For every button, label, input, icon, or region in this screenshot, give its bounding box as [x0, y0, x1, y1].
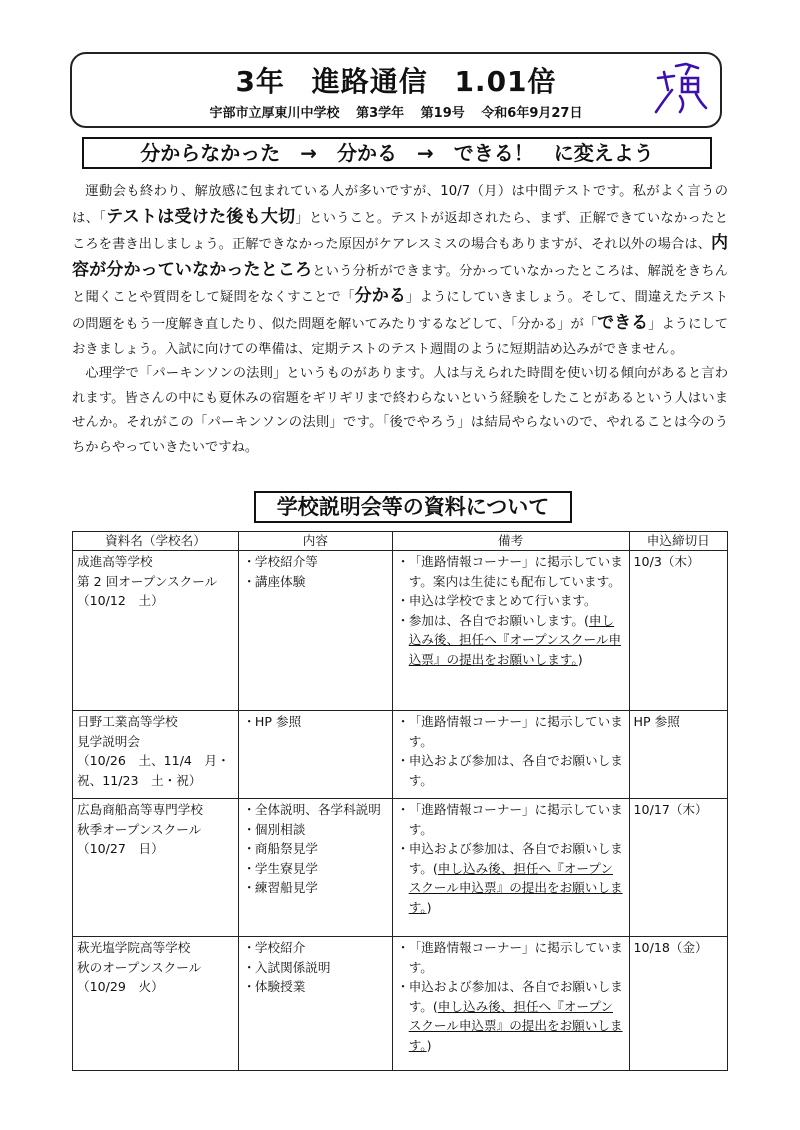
col-header-content: 内容 [238, 532, 392, 551]
mascot-logo-icon [646, 60, 708, 122]
article-body [72, 180, 728, 461]
school-cell: 萩光塩学院高等学校 秋のオープンスクール （10/29 火） [73, 937, 239, 1071]
article-paragraph-1: 運動会も終わり、解放感に包まれている人が多いですが、10/7（月）は中間テストです。私がよく言うのは、「テストは受けた後も大切」ということ。テストが返却されたら、まず、正解できていなかったところを書き出しましょう。正解できなかった原因がケアレスミスの場合もありますが、それ以外の場合は、内容が分かっていなかったところという分析ができます。分かっていなかったところは、解説をきちんと聞くことや質問をして疑問をなくすことで「分かる」ようにしていきましょう。そして、間違えたテストの問題をもう一度解き直したり、似た問題を解いてみたりするなどして、「分かる」が「できる」ようにしておきましょう。入試に向けての準備は、定期テストのテスト週間のように短期詰め込みができません。 [72, 184, 729, 357]
newsletter-header [70, 52, 722, 128]
deadline-cell: 10/18（金） [629, 937, 727, 1071]
content-cell: ・ HP 参照 [238, 711, 392, 799]
table-row [73, 711, 728, 799]
notes-cell: ・ 「進路情報コーナー」に掲示しています。 ・ 申込および参加は、各自でお願いします。(申し込み後、担任へ『オープンスクール申込票』の提出をお願いします。) [392, 799, 629, 937]
school-cell: 日野工業高等学校 見学説明会 （10/26 土、11/4 月・祝、11/23 土・祝） [73, 711, 239, 799]
newsletter-name: 進路通信 [311, 65, 428, 98]
content-cell: ・ 全体説明、各学科説明 ・ 個別相談 ・ 商船祭見学 ・ 学生寮見学 ・ 練習船見学 [238, 799, 392, 937]
school-info-table [72, 531, 728, 1071]
school-name: 宇部市立厚東川中学校 [209, 106, 340, 121]
slogan-banner: 分からなかった → 分かる → できる！ に変えよう [82, 137, 712, 169]
issue-label: 1.01倍 [454, 65, 557, 98]
table-row [73, 799, 728, 937]
deadline-cell: 10/17（木） [629, 799, 727, 937]
table-row [73, 551, 728, 711]
article-paragraph-2: 心理学で「パーキンソンの法則」というものがあります。人は与えられた時間を使い切る傾向があると言われます。皆さんの中にも夏休みの宿題をギリギリまで終わらないという経験をしたことがあるという人はいませんか。それがこの「パーキンソンの法則」です。「後でやろう」は結局やらないので、やれることは今のうちからやっていきたいですね。 [72, 366, 728, 455]
emphasis-not-understood: 内容が分かっていなかったところ [72, 233, 728, 280]
emphasis-understand: 分かる [354, 286, 407, 307]
col-header-notes: 備考 [392, 532, 629, 551]
content-cell: ・ 学校紹介 ・ 入試関係説明 ・ 体験授業 [238, 937, 392, 1071]
deadline-cell: 10/3（木） [629, 551, 727, 711]
notes-cell: ・ 「進路情報コーナー」に掲示しています。案内は生徒にも配布しています。 ・ 申込は学校でまとめて行います。 ・ 参加は、各自でお願いします。(申し込み後、担任へ『オープンスクール申込票』の提出をお願いします。) [392, 551, 629, 711]
notes-cell: ・ 「進路情報コーナー」に掲示しています。 ・ 申込および参加は、各自でお願いします。(申し込み後、担任へ『オープンスクール申込票』の提出をお願いします。) [392, 937, 629, 1071]
deadline-cell: HP 参照 [629, 711, 727, 799]
issue-number: 第19号 [420, 106, 465, 121]
table-row [73, 937, 728, 1071]
issue-date: 令和6年9月27日 [481, 106, 583, 121]
school-cell: 成進高等学校 第 2 回オープンスクール（10/12 土） [73, 551, 239, 711]
newsletter-subtitle [72, 102, 720, 121]
newsletter-title [72, 60, 720, 100]
section-title: 学校説明会等の資料について [254, 491, 572, 523]
emphasis-test-after: テストは受けた後も大切 [106, 206, 296, 227]
grade-year: 第3学年 [356, 106, 405, 121]
col-header-deadline: 申込締切日 [629, 532, 727, 551]
grade-label: 3年 [235, 65, 285, 98]
school-cell: 広島商船高等専門学校 秋季オープンスクール （10/27 日） [73, 799, 239, 937]
emphasis-can-do: できる [597, 312, 649, 333]
notes-cell: ・ 「進路情報コーナー」に掲示しています。 ・ 申込および参加は、各自でお願いします。 [392, 711, 629, 799]
table-header-row [73, 532, 728, 551]
col-header-name: 資料名（学校名） [73, 532, 239, 551]
content-cell: ・ 学校紹介等 ・ 講座体験 [238, 551, 392, 711]
